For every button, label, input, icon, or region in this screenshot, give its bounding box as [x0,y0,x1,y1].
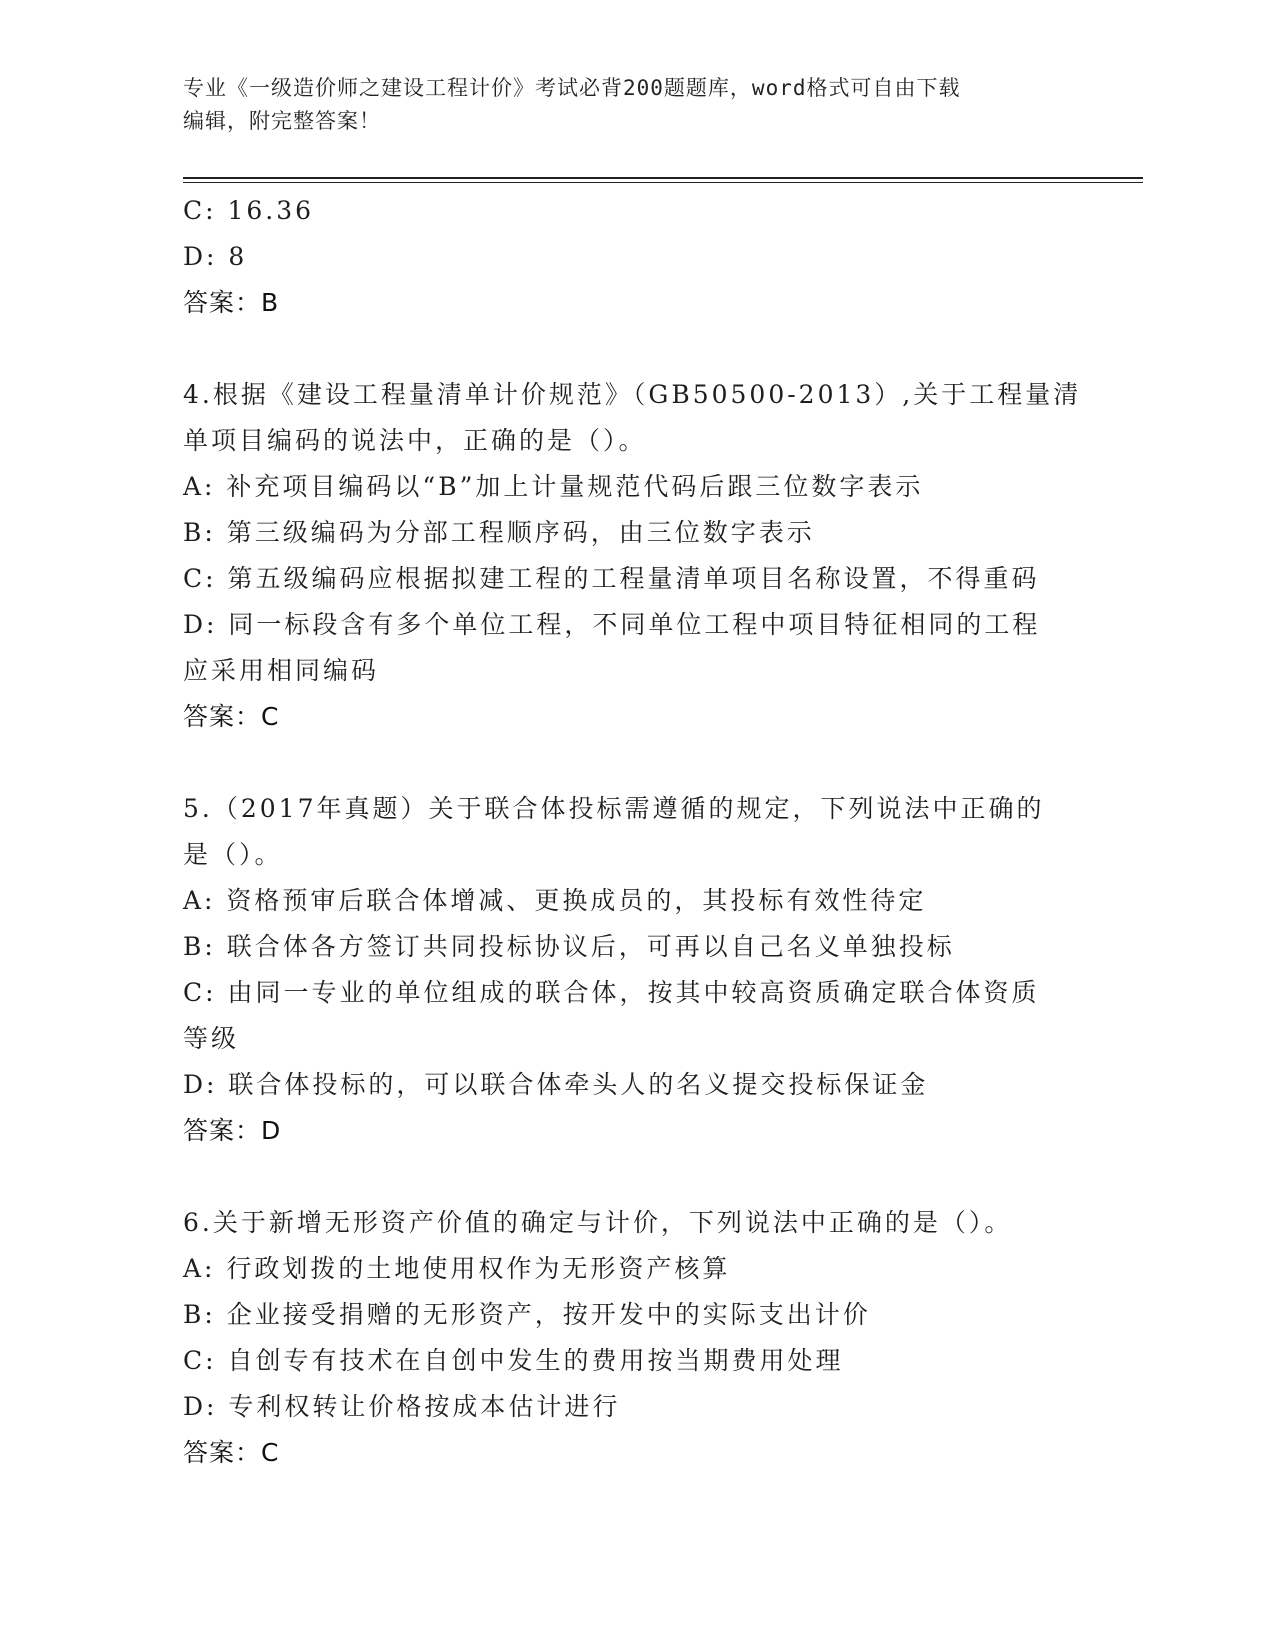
q5-stem-line-2: 是（）。 [183,840,283,869]
q5-stem-line-1: 5.（2017年真题）关于联合体投标需遵循的规定，下列说法中正确的 [183,794,1045,823]
q5-option-b: B: 联合体各方签订共同投标协议后，可再以自己名义单独投标 [183,932,955,961]
header-title-line-1: 专业《一级造价师之建设工程计价》考试必背200题题库，word格式可自由下载 [183,76,961,100]
q4-stem-line-1: 4.根据《建设工程量清单计价规范》（GB50500-2013）,关于工程量清 [183,380,1082,409]
q6-option-a: A: 行政划拨的土地使用权作为无形资产核算 [183,1254,731,1283]
spacer [183,1154,1083,1200]
q6-stem: 6.关于新增无形资产价值的确定与计价，下列说法中正确的是（）。 [183,1208,1013,1237]
q6-option-b: B: 企业接受捐赠的无形资产，按开发中的实际支出计价 [183,1300,871,1329]
q3-answer: 答案：B [183,288,280,317]
q6-option-c: C: 自创专有技术在自创中发生的费用按当期费用处理 [183,1346,844,1375]
q5-option-c-line-2: 等级 [183,1024,240,1053]
spacer [183,740,1083,786]
q4-stem-line-2: 单项目编码的说法中，正确的是（）。 [183,426,647,455]
document-header [183,72,1063,138]
q5-option-d: D: 联合体投标的，可以联合体牵头人的名义提交投标保证金 [183,1070,929,1099]
q5-answer: 答案：D [183,1116,282,1145]
q6-option-d: D: 专利权转让价格按成本估计进行 [183,1392,621,1421]
q4-option-d-line-1: D: 同一标段含有多个单位工程，不同单位工程中项目特征相同的工程 [183,610,1041,639]
q4-option-b: B: 第三级编码为分部工程顺序码，由三位数字表示 [183,518,815,547]
q3-option-c: C: 16.36 [183,196,315,225]
q4-answer: 答案：C [183,702,280,731]
q4-option-a: A: 补充项目编码以“B”加上计量规范代码后跟三位数字表示 [183,472,924,501]
header-divider-thick [183,177,1143,179]
q6-answer: 答案：C [183,1438,280,1467]
question-3-tail [183,188,1083,326]
q5-option-a: A: 资格预审后联合体增减、更换成员的，其投标有效性待定 [183,886,927,915]
q4-option-d-line-2: 应采用相同编码 [183,656,380,685]
question-4 [183,372,1083,740]
question-list [183,188,1083,1476]
q3-option-d: D: 8 [183,242,248,271]
header-divider-thin [183,182,1143,183]
q4-option-c: C: 第五级编码应根据拟建工程的工程量清单项目名称设置，不得重码 [183,564,1040,593]
question-6 [183,1200,1083,1476]
header-title-line-2: 编辑，附完整答案！ [183,109,381,133]
question-5 [183,786,1083,1154]
spacer [183,326,1083,372]
q5-option-c-line-1: C: 由同一专业的单位组成的联合体，按其中较高资质确定联合体资质 [183,978,1040,1007]
